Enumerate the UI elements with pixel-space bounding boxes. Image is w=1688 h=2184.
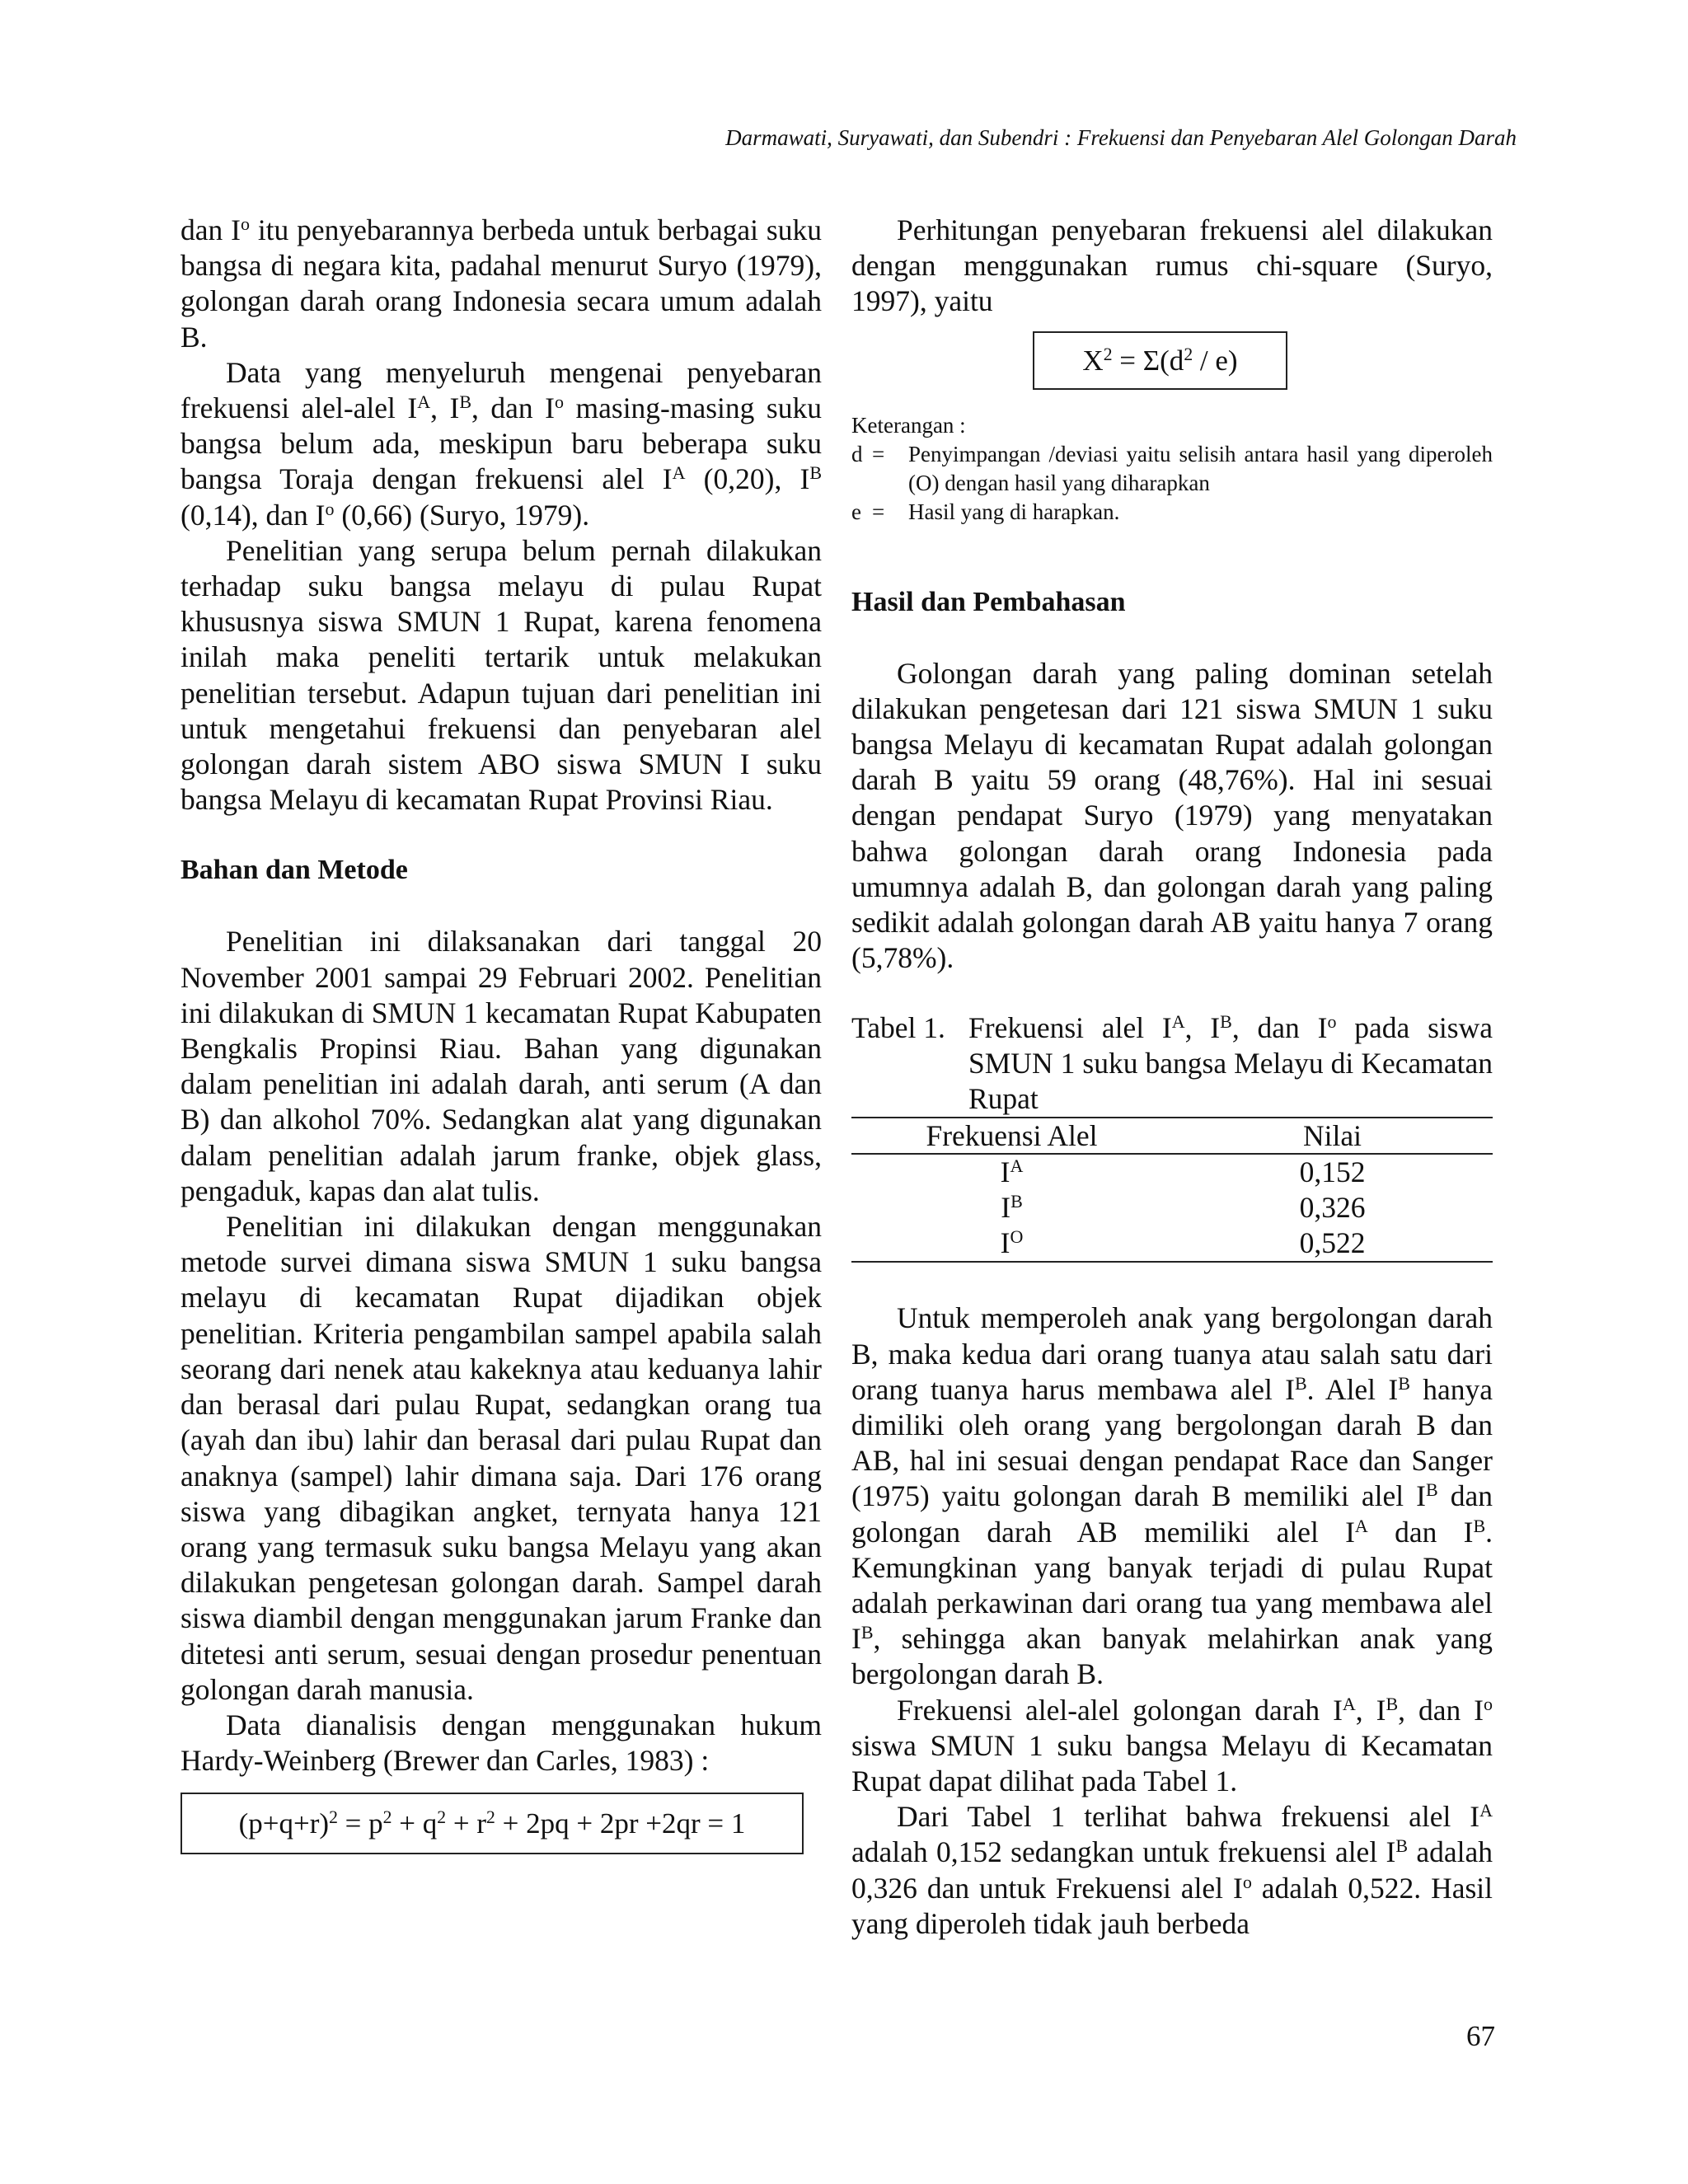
paragraph-right-5: Dari Tabel 1 terlihat bahwa frekuensi alel $I^A$ adalah 0,152 sedangkan untuk frekuensi alel $I^B$ adalah 0,326 dan untuk Frekuensi alel $I^o$ adalah 0,522. Hasil yang diperoleh tidak jauh berbeda [851, 1800, 1493, 1940]
section-heading-bahan-metode: Bahan dan Metode [181, 855, 408, 886]
paragraph-left-1: dan $I^o$ itu penyebarannya berbeda untuk berbagai suku bangsa di negara kita, padahal menurut Suryo (1979), golongan darah orang Indonesia secara umum adalah B. [181, 213, 822, 354]
paragraph-left-3: Penelitian yang serupa belum pernah dilakukan terhadap suku bangsa melayu di pulau Rupat khususnya siswa SMUN 1 Rupat, karena fenomena inilah maka peneliti tertarik untuk melakukan penelitian tersebut. Adapun tujuan dari penelitian ini untuk mengetahui frekuensi dan penyebaran alel golongan darah sistem ABO siswa SMUN I suku bangsa Melayu di kecamatan Rupat Provinsi Riau. [181, 533, 822, 817]
keterangan-d: d = Penyimpangan /deviasi yaitu selisih antara hasil yang diperoleh (O) dengan hasil yang diharapkan [851, 441, 1493, 495]
paragraph-left-2: Data yang menyeluruh mengenai penyebaran frekuensi alel-alel $I^A$, $I^B$, dan $I^o$ masing-masing suku bangsa belum ada, meskipun baru beberapa suku bangsa Toraja dengan frekuensi alel $I^A$ (0,20), $I^B$ (0,14), dan $I^o$ (0,66) (Suryo, 1979). [181, 355, 822, 532]
table-row: $I^O$ 0,522 [851, 1226, 1493, 1262]
left-column [181, 213, 822, 1854]
section-heading-hasil-pembahasan: Hasil dan Pembahasan [851, 586, 1126, 617]
table-caption: Tabel 1. Frekuensi alel $I^A$, $I^B$, dan $I^o$ pada siswa SMUN 1 suku bangsa Melayu di Kecamatan Rupat [851, 1011, 1493, 1116]
paragraph-right-3: Untuk memperoleh anak yang bergolongan darah B, maka kedua dari orang tuanya atau salah satu dari orang tuanya harus membawa alel $I^B$. Alel $I^B$ hanya dimiliki oleh orang yang bergolongan darah B dan AB, hal ini sesuai dengan pendapat Race dan Sanger (1975) yaitu golongan darah B memiliki alel $I^B$ dan golongan darah AB memiliki alel $I^A$ dan $I^B$. Kemungkinan yang banyak terjadi di pulau Rupat adalah perkawinan dari orang tua yang membawa alel $I^B$, sehingga akan banyak melahirkan anak yang bergolongan darah B. [851, 1301, 1493, 1691]
chi-square-formula-box: $X^2 = \Sigma(d^2 / e)$ [1033, 331, 1287, 390]
paragraph-left-4: Penelitian ini dilaksanakan dari tanggal 20 November 2001 sampai 29 Februari 2002. Penelitian ini dilakukan di SMUN 1 kecamatan Rupat Kabupaten Bengkalis Propinsi Riau. Bahan yang digunakan dalam penelitian ini adalah darah, anti serum (A dan B) dan alkohol 70%. Sedangkan alat yang digunakan dalam penelitian adalah jarum franke, objek glass, pengaduk, kapas dan alat tulis. [181, 925, 822, 1207]
right-column [851, 213, 1493, 1942]
allele-frequency-table [851, 1117, 1493, 1263]
paragraph-left-5: Penelitian ini dilakukan dengan menggunakan metode survei dimana siswa SMUN 1 suku bangsa melayu di kecamatan Rupat dijadikan objek penelitian. Kriteria pengambilan sampel apabila salah seorang dari nenek atau kakeknya atau keduanya lahir dan berasal dari pulau Rupat, sedangkan orang tua (ayah dan ibu) lahir dan berasal dari pulau Rupat dan anaknya (sampel) lahir dimana saja. Dari 176 orang siswa yang dibagikan angket, ternyata hanya 121 orang yang termasuk suku bangsa Melayu yang akan dilakukan pengetesan golongan darah. Sampel darah siswa diambil dengan menggunakan jarum Franke dan ditetesi anti serum, sesuai dengan prosedur penentuan golongan darah manusia. [181, 1210, 822, 1706]
page-number: 67 [1466, 2020, 1495, 2052]
table-row: $I^A$ 0,152 [1000, 1155, 1366, 1189]
paragraph-left-6: Data dianalisis dengan menggunakan hukum Hardy-Weinberg (Brewer dan Carles, 1983) : [181, 1708, 822, 1778]
table-header-row [851, 1118, 1493, 1154]
keterangan-block [851, 411, 1493, 527]
paragraph-right-2: Golongan darah yang paling dominan setelah dilakukan pengetesan dari 121 siswa SMUN 1 suku bangsa Melayu di kecamatan Rupat adalah golongan darah B yaitu 59 orang (48,76%). Hal ini sesuai dengan pendapat Suryo (1979) yang menyatakan bahwa golongan darah orang Indonesia pada umumnya adalah B, dan golongan darah yang paling sedikit adalah golongan darah AB yaitu hanya 7 orang (5,78%). [851, 656, 1493, 975]
paragraph-right-4: Frekuensi alel-alel golongan darah $I^A$, $I^B$, dan $I^o$ siswa SMUN 1 suku bangsa Melayu di Kecamatan Rupat dapat dilihat pada Tabel 1. [851, 1693, 1493, 1798]
paragraph-right-1: Perhitungan penyebaran frekuensi alel dilakukan dengan menggunakan rumus chi-square (Suryo, 1997), yaitu [851, 213, 1493, 318]
keterangan-label: Keterangan : [851, 412, 966, 438]
running-head: Darmawati, Suryawati, dan Subendri : Frekuensi dan Penyebaran Alel Golongan Darah [725, 125, 1517, 150]
keterangan-e: e = Hasil yang di harapkan. [851, 499, 1120, 524]
table-header-nilai: Nilai [1172, 1118, 1493, 1154]
hardy-weinberg-formula-box: $(p+q+r)^2 = p^2 + q^2 + r^2 + 2pq + 2pr +2qr = 1$ [181, 1793, 804, 1854]
table-row: $I^B$ 0,326 [1001, 1191, 1366, 1225]
table-header-frekuensi: Frekuensi Alel [851, 1118, 1172, 1154]
